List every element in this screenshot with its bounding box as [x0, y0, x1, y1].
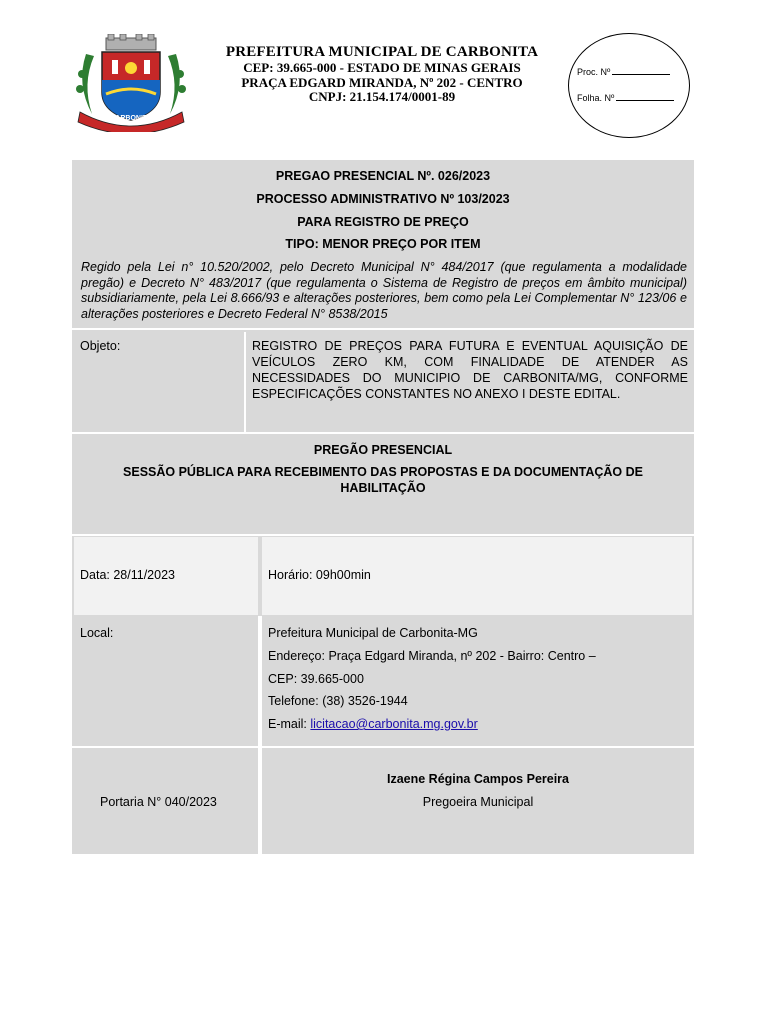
location-email-line [268, 716, 478, 732]
location-divider [258, 616, 262, 746]
legal-basis-text: Regido pela Lei n° 10.520/2002, pelo Decreto Municipal N° 484/2017 (que regulamenta a modalidade pregão) e Decreto N° 483/2017 (que regulamenta o Sistema de Registro de preços em âmbito municipal) subsidiariamente, pela Lei 8.666/93 e alterações posteriores, bem como pela Lei Complementar N° 123/06 e alterações posteriores e Decreto Federal N° 8538/2015 [81, 260, 687, 321]
signer-name: Izaene Régina Campos Pereira [386, 772, 570, 786]
objeto-text: REGISTRO DE PREÇOS PARA FUTURA E EVENTUAL AQUISIÇÃO DE VEÍCULOS ZERO KM, COM FINALIDADE DE ATENDER AS NECESSIDADES DO MUNICIPIO DE CARBONITA/MG, CONFORME ESPECIFICAÇÕES CONSTANTES NO ANEXO I DESTE EDITAL. [252, 339, 688, 401]
municipality-header [196, 44, 568, 105]
session-time: Horário: 09h00min [268, 568, 371, 582]
registro-preco: PARA REGISTRO DE PREÇO [297, 215, 469, 229]
session-block [72, 434, 694, 534]
location-name: Prefeitura Municipal de Carbonita-MG [268, 626, 478, 640]
objeto-divider [244, 332, 246, 432]
folha-blank [616, 100, 674, 101]
session-subtitle: SESSÃO PÚBLICA PARA RECEBIMENTO DAS PROPOSTAS E DA DOCUMENTAÇÃO DE HABILITAÇÃO [123, 465, 643, 495]
email-link[interactable]: licitacao@carbonita.mg.gov.br [310, 717, 478, 731]
processo-number: PROCESSO ADMINISTRATIVO Nº 103/2023 [256, 192, 510, 206]
folha-row [577, 93, 674, 103]
location-label: Local: [80, 626, 114, 640]
crest-text: CARBONITA [110, 115, 152, 122]
header-address: PRAÇA EDGARD MIRANDA, Nº 202 - CENTRO [241, 74, 523, 90]
header-cep-state: CEP: 39.665-000 - ESTADO DE MINAS GERAIS [243, 60, 521, 75]
pregao-number: PREGAO PRESENCIAL Nº. 026/2023 [275, 169, 491, 183]
email-label: E-mail: [268, 717, 311, 731]
protocol-stamp [568, 33, 690, 138]
proc-label: Proc. Nº [577, 67, 611, 77]
municipality-title: PREFEITURA MUNICIPAL DE CARBONITA [225, 44, 539, 60]
tipo-menor-preco: TIPO: MENOR PREÇO POR ITEM [285, 237, 481, 251]
proc-row [577, 67, 670, 77]
objeto-label: Objeto: [80, 339, 121, 353]
session-date: Data: 28/11/2023 [80, 568, 175, 582]
location-phone: Telefone: (38) 3526-1944 [268, 694, 408, 708]
location-address: Endereço: Praça Edgard Miranda, nº 202 - Bairro: Centro – [268, 649, 596, 663]
header-cnpj: CNPJ: 21.154.174/0001-89 [308, 89, 456, 104]
location-cep: CEP: 39.665-000 [268, 672, 364, 686]
folha-label: Folha. Nº [577, 93, 615, 103]
title-block [72, 160, 694, 328]
session-title: PREGÃO PRESENCIAL [313, 443, 453, 457]
portaria-number: Portaria N° 040/2023 [100, 795, 217, 809]
proc-blank [612, 74, 670, 75]
signer-role: Pregoeira Municipal [422, 795, 534, 809]
